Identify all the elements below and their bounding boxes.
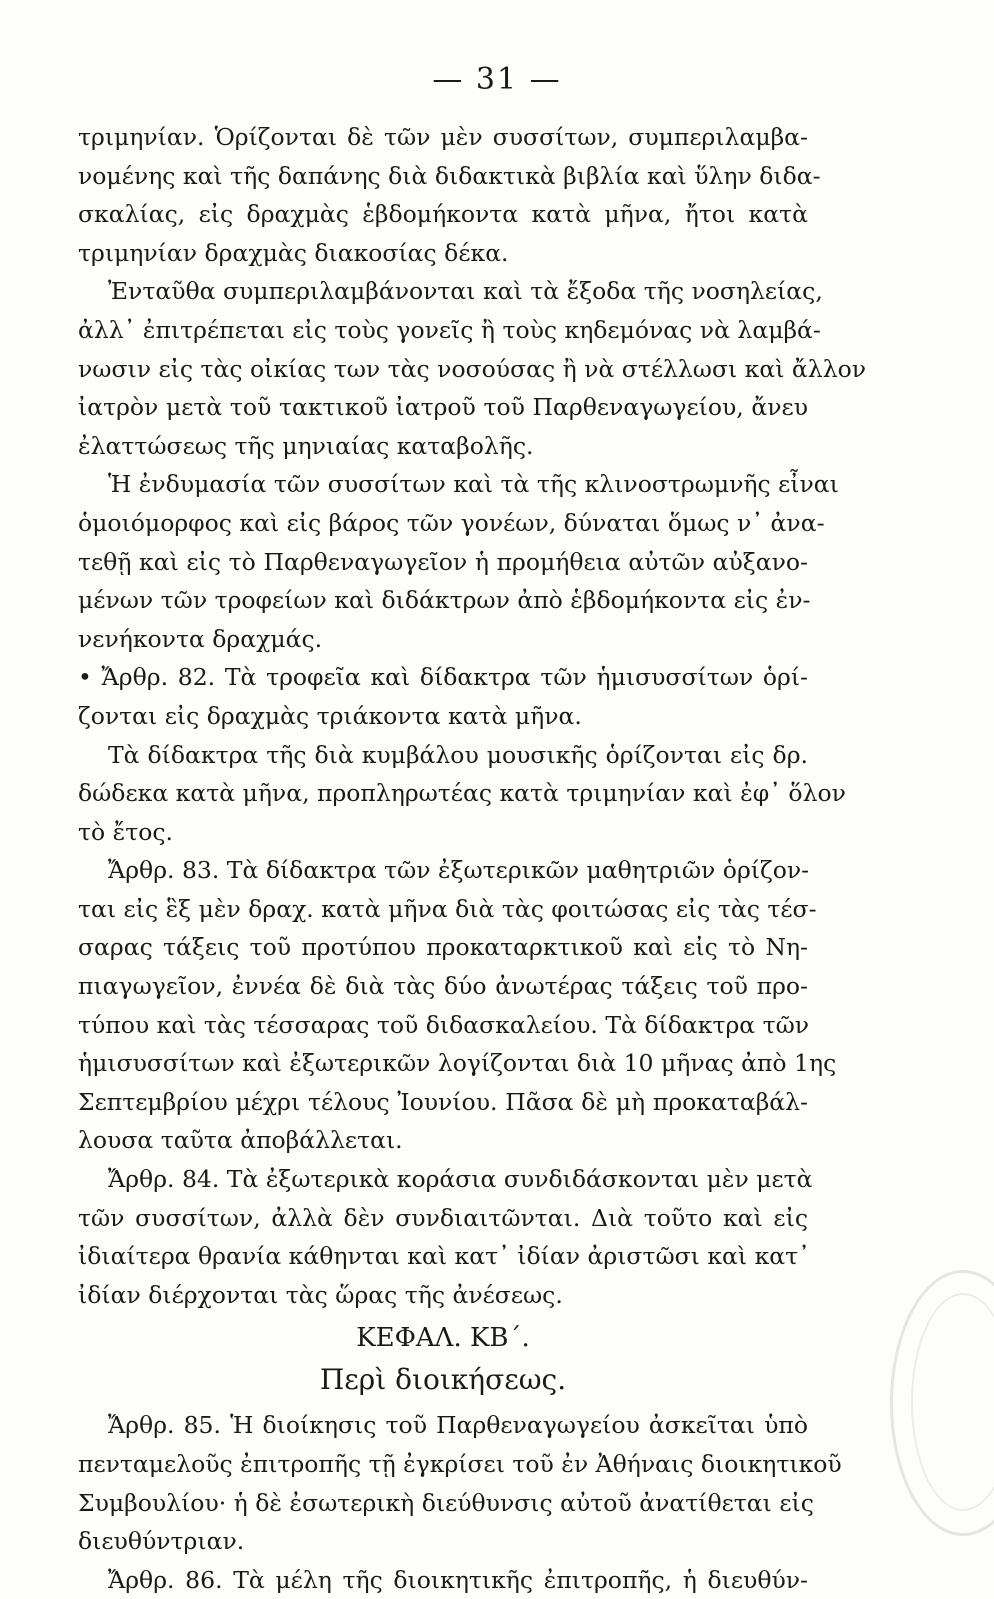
text-line: ἰατρὸν μετὰ τοῦ τακτικοῦ ἰατροῦ τοῦ Παρθεναγωγείου, ἄνευ (78, 393, 808, 422)
article-83-line: Ἄρθρ. 83. Τὰ δίδακτρα τῶν ἐξωτερικῶν μαθητριῶν ὁρίζον- (108, 856, 810, 885)
text-line: μένων τῶν τροφείων καὶ διδάκτρων ἀπὸ ἑβδομήκοντα εἰς ἐν- (78, 586, 811, 615)
text-line: Τὰ δίδακτρα τῆς διὰ κυμβάλου μουσικῆς ὁρίζονται εἰς δρ. (108, 740, 808, 769)
text-line: ἐλαττώσεως τῆς μηνιαίας καταβολῆς. (78, 431, 534, 460)
text-line: δώδεκα κατὰ μῆνα, προπληρωτέας κατὰ τριμηνίαν καὶ ἐφ᾽ ὅλον (78, 779, 846, 808)
text-line: Συμβουλίου· ἡ δὲ ἐσωτερικὴ διεύθυνσις αὐτοῦ ἀνατίθεται εἰς (78, 1488, 814, 1517)
text-line: τεθῇ καὶ εἰς τὸ Παρθεναγωγεῖον ἡ προμήθεια αὐτῶν αὐξανο- (78, 547, 808, 576)
text-line: τὸ ἔτος. (78, 817, 174, 846)
text-line: νομένης καὶ τῆς δαπάνης διὰ διδακτικὰ βιβλία καὶ ὕλην διδα- (78, 161, 821, 190)
text-line: ἡμισυσσίτων καὶ ἐξωτερικῶν λογίζονται διὰ 10 μῆνας ἀπὸ 1ης (78, 1049, 837, 1078)
body-text (78, 118, 867, 1599)
text-line: ζονται εἰς δραχμὰς τριάκοντα κατὰ μῆνα. (78, 701, 582, 730)
text-line: ἰδιαίτερα θρανία κάθηνται καὶ κατ᾽ ἰδίαν ἀριστῶσι καὶ κατ᾽ (78, 1242, 810, 1271)
text-line: λουσα ταῦτα ἀποβάλλεται. (78, 1126, 403, 1155)
text-line: νωσιν εἰς τὰς οἰκίας των τὰς νοσούσας ἢ νὰ στέλλωσι καὶ ἄλλον (78, 354, 867, 383)
text-line: Ἡ ἐνδυμασία τῶν συσσίτων καὶ τὰ τῆς κλινοστρωμνῆς εἶναι (108, 470, 839, 499)
text-line: τριμηνίαν δραχμὰς διακοσίας δέκα. (78, 238, 509, 267)
text-line: σκαλίας, εἰς δραχμὰς ἑβδομήκοντα κατὰ μῆνα, ἤτοι κατὰ (78, 200, 808, 229)
text-line: ται εἰς ἓξ μὲν δραχ. κατὰ μῆνα διὰ τὰς φοιτώσας εἰς τὰς τέσ- (78, 894, 817, 923)
text-line: νενήκοντα δραχμάς. (78, 624, 323, 653)
page-number: — 31 — (432, 62, 562, 97)
library-stamp-icon (890, 1270, 994, 1536)
text-line: ὁμοιόμορφος καὶ εἰς βάρος τῶν γονέων, δύναται ὅμως ν᾽ ἀνα- (78, 508, 825, 537)
text-line: ἀλλ᾽ ἐπιτρέπεται εἰς τοὺς γονεῖς ἢ τοὺς κηδεμόνας νὰ λαμβά- (78, 315, 821, 344)
text-line: διευθύντριαν. (78, 1527, 245, 1556)
article-85-line: Ἄρθρ. 85. Ἡ διοίκησις τοῦ Παρθεναγωγείου ἀσκεῖται ὑπὸ (108, 1411, 808, 1440)
text-line: Σεπτεμβρίου μέχρι τέλους Ἰουνίου. Πᾶσα δὲ μὴ προκαταβάλ- (78, 1087, 808, 1116)
text-line: ἰδίαν διέρχονται τὰς ὥρας τῆς ἀνέσεως. (78, 1280, 563, 1309)
article-84-line: Ἄρθρ. 84. Τὰ ἐξωτερικὰ κοράσια συνδιδάσκονται μὲν μετὰ (108, 1165, 813, 1194)
text-line: σαρας τάξεις τοῦ προτύπου προκαταρκτικοῦ καὶ εἰς τὸ Νη- (78, 933, 808, 962)
chapter-heading: ΚΕΦΑΛ. ΚΒ΄. (356, 1323, 530, 1354)
text-line: Ἐνταῦθα συμπεριλαμβάνονται καὶ τὰ ἔξοδα τῆς νοσηλείας, (108, 277, 823, 306)
chapter-title: Περὶ διοικήσεως. (319, 1363, 567, 1397)
stamp-inner-ring (911, 1293, 994, 1511)
text-line: τριμηνίαν. Ὁρίζονται δὲ τῶν μὲν συσσίτων, συμπεριλαμβα- (78, 123, 808, 151)
text-line: πιαγωγεῖον, ἐννέα δὲ διὰ τὰς δύο ἀνωτέρας τάξεις τοῦ προ- (78, 972, 808, 1001)
text-line: πενταμελοῦς ἐπιτροπῆς τῇ ἐγκρίσει τοῦ ἐν Ἀθήναις διοικητικοῦ (78, 1450, 842, 1478)
text-line: τῶν συσσίτων, ἀλλὰ δὲν συνδιαιτῶνται. Διὰ τοῦτο καὶ εἰς (78, 1203, 808, 1232)
article-82-line: • Ἄρθρ. 82. Τὰ τροφεῖα καὶ δίδακτρα τῶν ἡμισυσσίτων ὁρί- (78, 663, 808, 692)
text-line: τύπου καὶ τὰς τέσσαρας τοῦ διδασκαλείου. Τὰ δίδακτρα τῶν (78, 1010, 810, 1039)
article-86-line: Ἄρθρ. 86. Τὰ μέλη τῆς διοικητικῆς ἐπιτροπῆς, ἡ διευθύν- (108, 1565, 808, 1594)
